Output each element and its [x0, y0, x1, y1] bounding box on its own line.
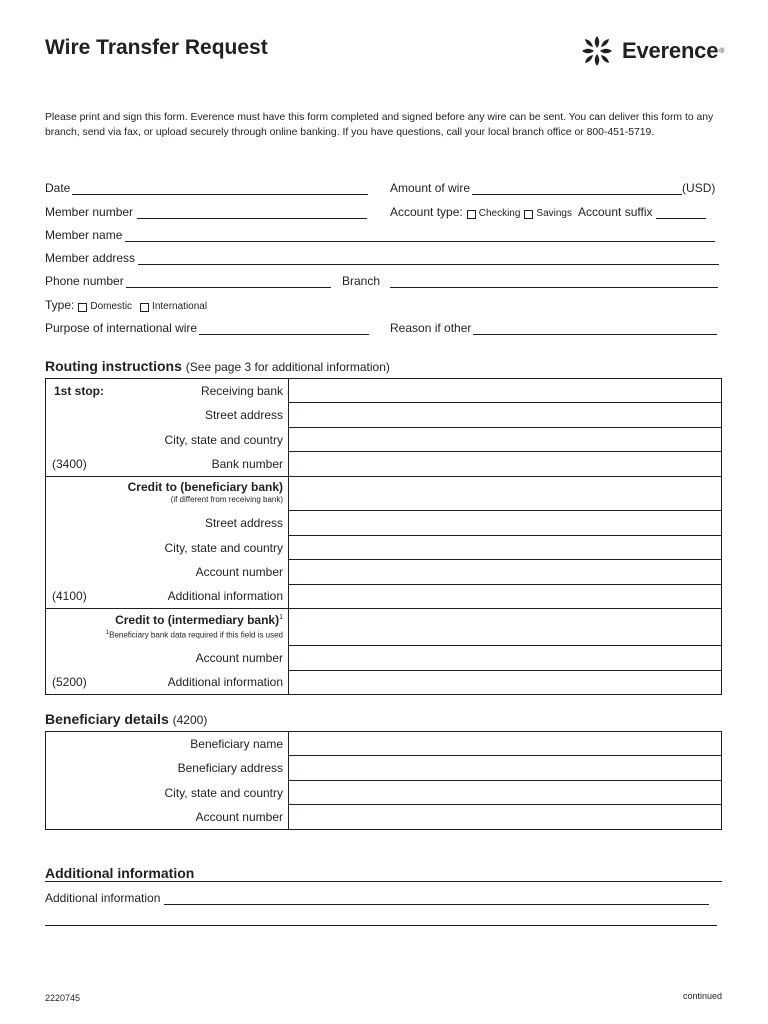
receiving-bank-input[interactable] — [289, 379, 722, 403]
branch-label: Branch — [342, 274, 381, 288]
currency-label: (USD) — [682, 181, 716, 195]
intro-text: Please print and sign this form. Everence must have this form completed and signed before any wire can be sent. You can deliver this form to any branch, send via fax, or upload securely through online banking. If you have questions, call your local branch office or 800-451-5719. — [45, 112, 714, 138]
beneficiary-name-input[interactable] — [289, 732, 722, 756]
domestic-label: Domestic — [90, 301, 133, 312]
brand-logo — [580, 34, 724, 68]
account-suffix-label: Account suffix — [578, 205, 653, 219]
intermediary-account-input[interactable] — [289, 646, 722, 671]
credit-beneficiary-input[interactable] — [289, 477, 722, 511]
beneficiary-code: (4200) — [172, 713, 208, 727]
beneficiary-heading: Beneficiary details (4200) — [45, 711, 208, 727]
routing-table — [45, 378, 722, 695]
intermediary-account-label: Account number — [46, 646, 289, 671]
street-address-label: Street address — [46, 403, 289, 428]
city-state-country-input[interactable] — [289, 428, 722, 452]
beneficiary-city-label: City, state and country — [46, 536, 289, 560]
date-field[interactable] — [45, 181, 368, 195]
beneficiary-account-number-label: Account number — [46, 805, 289, 830]
purpose-label: Purpose of international wire — [45, 321, 198, 335]
code-4100: (4100) — [52, 589, 87, 604]
beneficiary-city-country-label: City, state and country — [46, 781, 289, 805]
member-name-field[interactable] — [45, 228, 715, 242]
first-stop-label: 1st stop: — [54, 383, 105, 398]
member-address-label: Member address — [45, 251, 136, 265]
branch-field[interactable] — [342, 274, 718, 288]
savings-label: Savings — [536, 208, 572, 219]
credit-beneficiary-note: (if different from receiving bank) — [170, 495, 283, 505]
additional-info-label: (4100) Additional information — [46, 585, 289, 609]
account-type-label: Account type: — [390, 205, 463, 219]
additional-info-input[interactable] — [289, 585, 722, 609]
date-label: Date — [45, 181, 71, 195]
amount-field[interactable] — [390, 181, 715, 195]
phone-label: Phone number — [45, 274, 124, 288]
type-field — [45, 298, 207, 312]
beneficiary-city-input[interactable] — [289, 536, 722, 560]
account-suffix-input[interactable] — [656, 206, 706, 219]
member-address-field[interactable] — [45, 251, 719, 265]
phone-field[interactable] — [45, 274, 331, 288]
receiving-bank-label: 1st stop: Receiving bank — [46, 379, 289, 403]
additional-heading: Additional information — [45, 865, 722, 882]
purpose-field[interactable] — [45, 321, 369, 335]
additional-info-field[interactable] — [45, 891, 709, 905]
beneficiary-name-label: Beneficiary name — [46, 732, 289, 756]
beneficiary-street-input[interactable] — [289, 511, 722, 536]
additional-info-field-label: Additional information — [45, 891, 161, 905]
routing-subheading: (See page 3 for additional information) — [185, 360, 390, 374]
intermediary-additional-label: (5200) Additional information — [46, 671, 289, 695]
domestic-checkbox[interactable] — [78, 303, 87, 312]
international-checkbox[interactable] — [140, 303, 149, 312]
beneficiary-account-input[interactable] — [289, 560, 722, 585]
intermediary-additional-input[interactable] — [289, 671, 722, 695]
international-label: International — [152, 301, 208, 312]
type-label: Type: — [45, 298, 75, 312]
reason-field[interactable] — [390, 321, 717, 335]
bank-number-label: (3400) Bank number — [46, 452, 289, 477]
member-number-label: Member number — [45, 205, 134, 219]
checking-label: Checking — [478, 208, 521, 219]
member-name-label: Member name — [45, 228, 123, 242]
code-3400: (3400) — [52, 456, 87, 471]
credit-intermediary-input[interactable] — [289, 609, 722, 646]
beneficiary-city-country-input[interactable] — [289, 781, 722, 805]
routing-heading: Routing instructions (See page 3 for additional information) — [45, 358, 390, 374]
page-title: Wire Transfer Request — [45, 36, 268, 59]
credit-beneficiary-label: Credit to (beneficiary bank) (if different from receiving bank) — [46, 477, 289, 511]
reason-label: Reason if other — [390, 321, 472, 335]
credit-intermediary-label: Credit to (intermediary bank)$^1$ $^1$Beneficiary bank data required if this field is used — [46, 609, 289, 646]
street-address-input[interactable] — [289, 403, 722, 428]
footnote-mark-2: 1 — [105, 630, 110, 637]
city-state-country-label: City, state and country — [46, 428, 289, 452]
member-number-field[interactable] — [45, 205, 367, 219]
checking-checkbox[interactable] — [467, 210, 476, 219]
savings-checkbox[interactable] — [524, 210, 533, 219]
additional-info-line-2[interactable] — [45, 925, 717, 926]
footnote-mark: 1 — [279, 614, 283, 622]
beneficiary-table — [45, 731, 722, 830]
amount-label: Amount of wire — [390, 181, 471, 195]
intermediary-note: $^1$Beneficiary bank data required if this field is used — [105, 630, 283, 641]
code-5200: (5200) — [52, 675, 87, 690]
account-type-field — [390, 205, 706, 219]
everence-logo-icon — [580, 34, 614, 68]
continued-label: continued — [683, 991, 723, 1001]
beneficiary-account-number-input[interactable] — [289, 805, 722, 830]
registered-mark: ® — [719, 47, 725, 55]
beneficiary-address-label: Beneficiary address — [46, 756, 289, 781]
brand-name: Everence — [622, 38, 719, 63]
form-number: 2220745 — [45, 993, 81, 1003]
beneficiary-street-label: Street address — [46, 511, 289, 536]
beneficiary-address-input[interactable] — [289, 756, 722, 781]
bank-number-input[interactable] — [289, 452, 722, 477]
beneficiary-account-label: Account number — [46, 560, 289, 585]
